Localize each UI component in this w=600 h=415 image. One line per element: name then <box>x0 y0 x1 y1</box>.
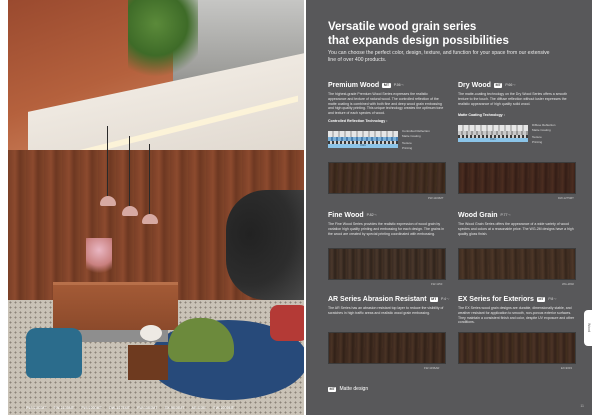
pendant-lamp <box>100 196 116 206</box>
card-title: EX Series for Exteriors <box>458 296 534 303</box>
card-wood-grain <box>458 212 576 236</box>
card-description: The Wood Grain Series offers the appearance of a wide variety of wood species and colors at a reasonable price. The WG-2M designs have a high quality gloss finish. <box>458 222 574 236</box>
card-description: The highest-grade Premium Wood Series expresses the realistic appearance and texture of natural wood. The controlled reflection of the matte coating is combined with both fine and deep wood grain embossing and high quality printing. This unique technology creates the optimum tone and texture of each species of wood. <box>328 92 444 116</box>
diagram-label: Texture <box>532 135 542 140</box>
intro-text: You can choose the perfect color, design, texture, and function for your space from our extensive line of over 400 products. <box>328 50 550 63</box>
layer-diagram <box>328 125 446 155</box>
table-lamp <box>140 325 162 341</box>
card-description: The Fine Wood Series provides the realistic expression of wood grain by variation high quality printing and embossing for each design. The grains in the wood are created by special printing coordinated with embossing. <box>328 222 445 236</box>
legend-item: FW-1100MT <box>137 406 158 410</box>
mt-badge: MT <box>495 83 501 87</box>
card-ex-series <box>458 296 576 325</box>
page-ref: P.8〜 <box>548 297 557 301</box>
tech-label: Controlled Reflection Technology : <box>328 118 388 123</box>
page-ref: P.4〜 <box>441 297 450 301</box>
title-line: that expands design possibilities <box>328 35 509 47</box>
legend-item: DW-1275MT <box>109 406 131 410</box>
swatch-code: PW-1103MT <box>428 196 444 200</box>
card-title: AR Series Abrasion Resistant <box>328 296 427 303</box>
interior-photo <box>8 0 304 415</box>
side-tab-right[interactable]: Wood <box>584 310 594 346</box>
swatch-code: WG-2802 <box>562 282 574 286</box>
diagram-label: Texture <box>402 140 412 145</box>
catalog-spread <box>8 0 592 415</box>
card-fine-wood <box>328 212 446 236</box>
card-title: Wood Grain <box>458 212 498 219</box>
legend-item: AR-1000 <box>191 406 207 410</box>
swatch-code: FW-1150 <box>431 282 443 286</box>
swatch-code: DW-1275MT <box>558 196 574 200</box>
layer-diagram <box>458 119 576 149</box>
page-number: 11 <box>580 404 584 408</box>
wood-swatch <box>328 332 446 364</box>
card-heading <box>328 212 446 219</box>
swatch-code: EX-9003 <box>561 366 572 370</box>
card-dry-wood <box>458 82 576 149</box>
page-ref: P.66〜 <box>505 83 516 87</box>
mt-badge: MT <box>329 386 335 391</box>
product-page <box>306 0 592 415</box>
wood-swatch <box>328 248 446 280</box>
card-heading <box>458 82 576 89</box>
card-title: Premium Wood <box>328 82 380 89</box>
card-heading <box>328 296 450 303</box>
card-description: The AR Series has an abrasion resistant top layer to reduce the visibility of scratches in high traffic areas and realistic wood grain embossing. <box>328 306 444 315</box>
tech-label: Matte Coating Technology : <box>458 113 505 118</box>
hanging-plants <box>128 0 198 80</box>
wood-swatch <box>458 332 576 364</box>
spiral-staircase <box>226 190 304 300</box>
legend-item: FW-1000MT <box>81 406 102 410</box>
page-ref: P.56〜 <box>393 83 405 87</box>
card-title: Dry Wood <box>458 82 491 89</box>
side-table <box>128 345 168 380</box>
side-tab-left[interactable] <box>0 268 2 308</box>
diagram-label: Diffuse Reflection <box>532 123 556 128</box>
card-heading <box>458 296 576 303</box>
card-ar-series <box>328 296 450 316</box>
photo-legend <box>26 406 240 410</box>
film-layer: Film <box>328 144 398 148</box>
card-title: Fine Wood <box>328 212 364 219</box>
legend-item: EX-9000MT <box>164 406 185 410</box>
diagram-label: Controlled Reflection <box>402 128 430 133</box>
card-premium-wood <box>328 82 446 155</box>
diagram-label: Matte Coating <box>532 128 551 133</box>
red-chair <box>270 305 304 341</box>
wood-swatch <box>458 248 576 280</box>
card-description: The EX Series wood grain designs are durable, dimensionally stable, and weather resistant for application to smooth, non-porous exterior surfaces. They maintain a consistent finish and color, despite UV exposure and other conditions. <box>458 306 575 325</box>
mt-badge: MT <box>538 297 544 301</box>
diagram-label: Matte Coating <box>402 133 421 138</box>
pendant-lamp <box>122 206 138 216</box>
card-heading <box>328 82 446 89</box>
page-title <box>328 20 568 48</box>
card-description: The matte-coating technology on the Dry Wood Series offers a smooth texture to the touch. The diffuse reflection without luster expresses the realistic appearance of high quality solid wood. <box>458 92 568 106</box>
wood-swatch <box>328 162 446 194</box>
flower-vase <box>86 238 112 278</box>
mt-badge: MT <box>383 83 390 87</box>
card-heading <box>458 212 576 219</box>
page-ref: P.82〜 <box>366 213 378 217</box>
footer-legend <box>328 386 368 392</box>
page-ref: P.77〜 <box>500 213 512 217</box>
blue-chair <box>26 328 82 378</box>
legend-item: PW-1103MT <box>53 406 75 410</box>
film-layer: Film <box>458 138 528 142</box>
pendant-lamp <box>142 214 158 224</box>
reception-counter <box>53 282 178 330</box>
title-line: Versatile wood grain series <box>328 21 477 33</box>
diagram-label: Printing <box>402 145 413 150</box>
swatch-code: FW-1036AR <box>424 366 440 370</box>
wood-swatch <box>458 162 576 194</box>
footer-text: Matte design <box>339 386 369 392</box>
legend-item: FW-1000MT <box>213 406 235 410</box>
mt-badge: MT <box>431 297 437 301</box>
legend-item: PW-1103MT <box>26 406 47 410</box>
diagram-label: Printing <box>532 140 543 145</box>
